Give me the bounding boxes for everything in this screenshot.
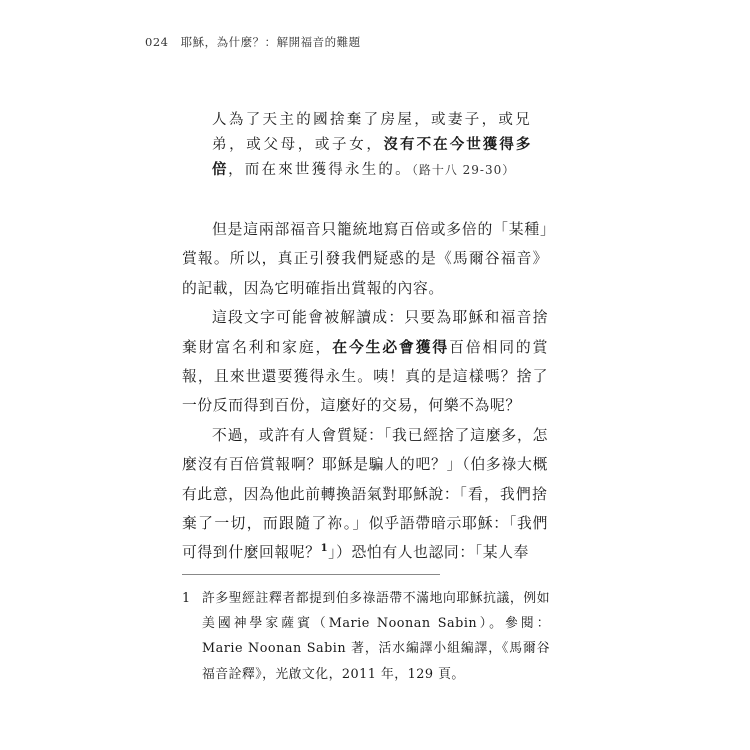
- paragraph-2-text-a: 這段文字可能會被解讀成：只要為耶穌和福音捨棄財富名利和家庭，: [182, 309, 548, 356]
- page-number: 024: [145, 35, 169, 49]
- footnote: [182, 586, 550, 687]
- paragraph-3-text-b: 似乎語帶暗示耶穌：「我們可得到什麼回報呢？: [182, 515, 548, 562]
- paragraph-3-text-a: 不過，或許有人會質疑：「我已經捨了這麼多，怎麼沒有百倍賞報啊？耶穌是騙人的吧？」（伯多祿大概有此意，因為他此前轉換語氣對耶穌說：: [182, 426, 548, 503]
- footnote-text: 許多聖經註釋者都提到伯多祿語帶不滿地向耶穌抗議，例如美國神學家薩賓（Marie Noonan Sabin）。參閱：Marie Noonan Sabin 著，活水編譯小組編譯，《馬爾谷福音詮釋》，光啟文化，2011 年，129 頁。: [202, 591, 550, 682]
- body-text: [182, 215, 548, 568]
- footnote-divider: [182, 574, 440, 575]
- scripture-quote: [212, 108, 532, 183]
- paragraph-3-quote: 「看，我們捨棄了一切，而跟隨了祢。」: [182, 485, 548, 533]
- paragraph-3: [182, 421, 548, 568]
- quote-text-1: 人為了天主的國捨棄了房屋，或妻子，或兄弟，或父母，或子女，: [212, 112, 532, 153]
- running-header: [145, 34, 361, 50]
- paragraph-1: [182, 215, 548, 303]
- paragraph-3-text-c: 」）恐怕有人也認同：「某人奉: [328, 544, 529, 562]
- footnote-number: 1: [182, 591, 191, 606]
- paragraph-1-text: 但是這兩部福音只籠統地寫百倍或多倍的「某種」賞報。所以，真正引發我們疑惑的是《馬爾谷福音》的記載，因為它明確指出賞報的內容。: [182, 221, 548, 297]
- footnote-marker[interactable]: 1: [320, 543, 329, 555]
- book-title: 耶穌，為什麼？：解開福音的難題: [180, 35, 361, 49]
- quote-reference: （路十八 29-30）: [411, 163, 516, 177]
- paragraph-2-text-b: 百倍相同的賞報，且來世還要獲得永生。咦！真的是這樣嗎？捨了一份反而得到百份，這麼好的交易，何樂不為呢？: [182, 338, 549, 415]
- paragraph-2: [182, 303, 548, 421]
- paragraph-2-emphasis: 在今生必會獲得: [332, 338, 450, 356]
- quote-emphasis: 沒有不在今世獲得多倍: [212, 137, 532, 178]
- quote-text-2: ，而在來世獲得永生的。: [228, 162, 412, 178]
